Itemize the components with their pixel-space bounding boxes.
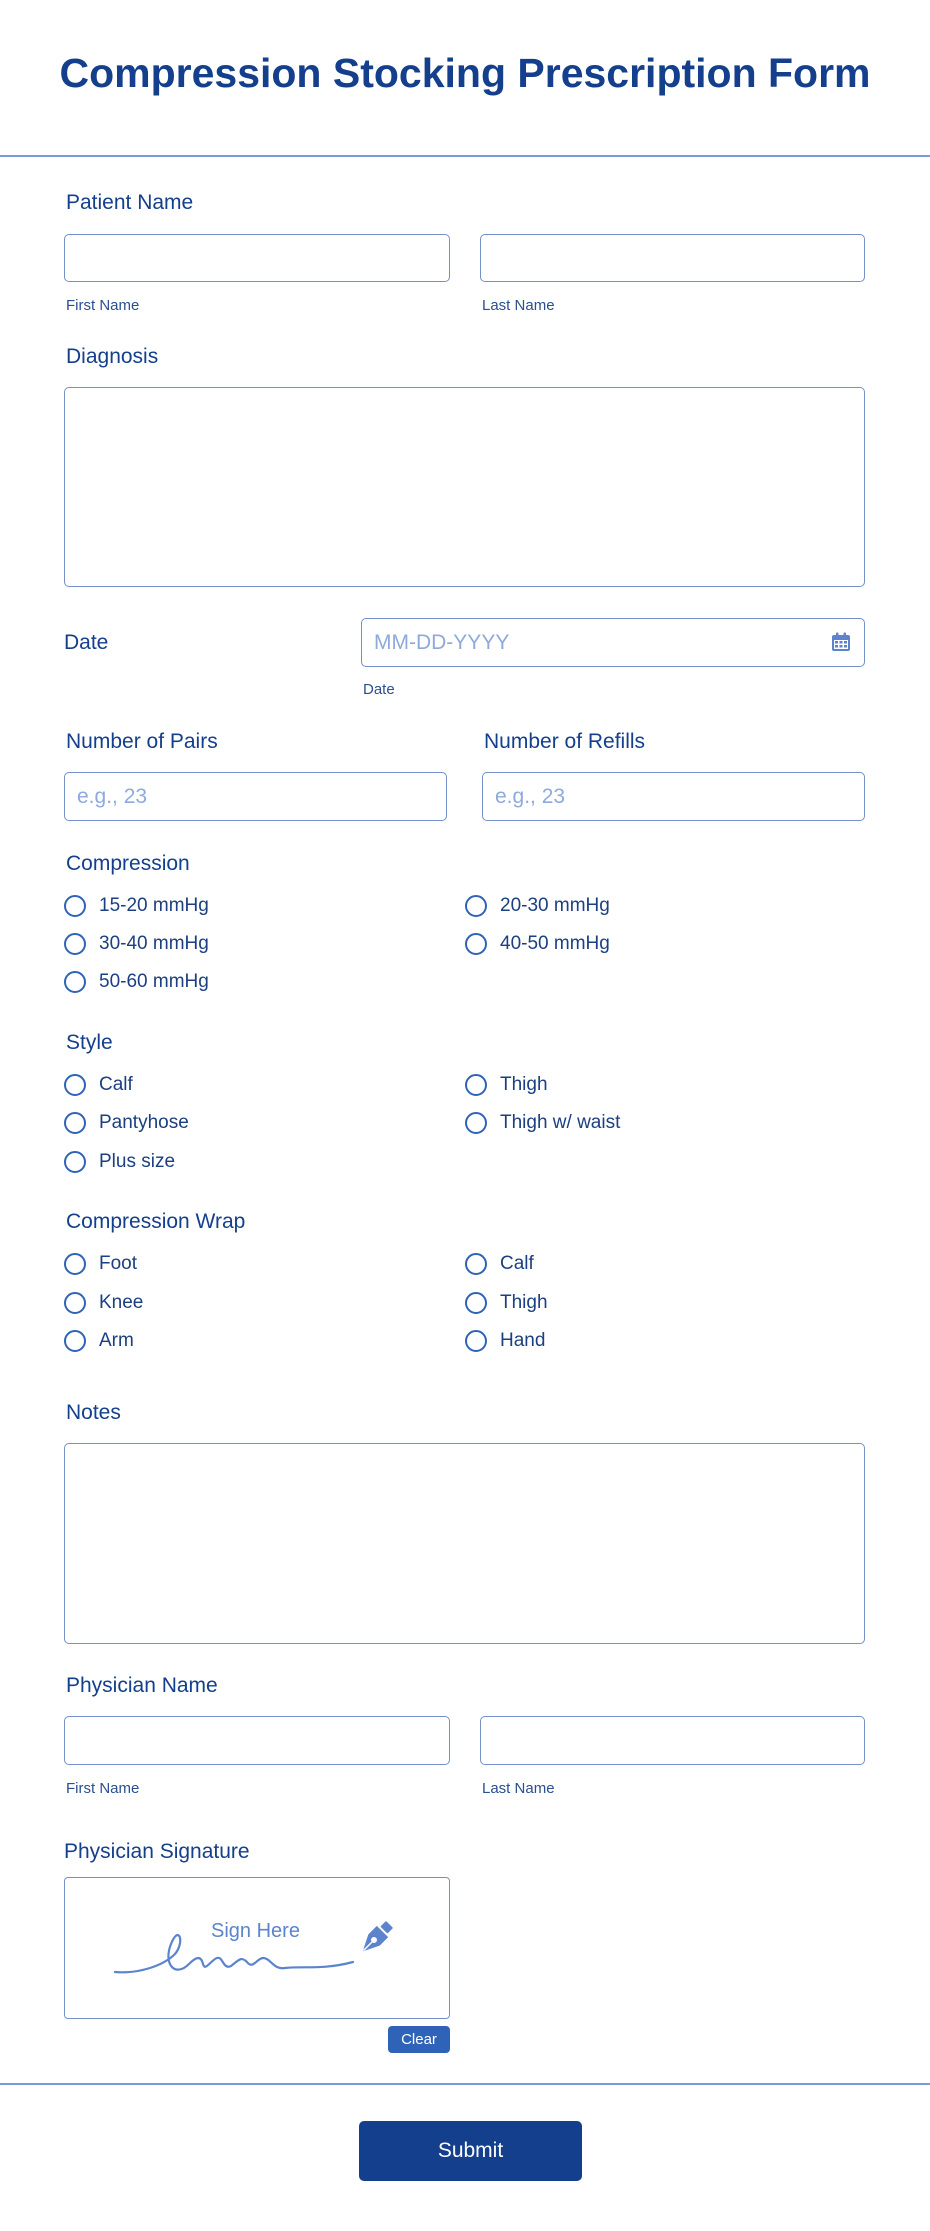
patient-name-label: Patient Name: [66, 191, 194, 214]
radio-circle[interactable]: [64, 1292, 86, 1314]
signature-pad[interactable]: [64, 1877, 450, 2019]
radio-circle[interactable]: [64, 971, 86, 993]
wrap-option-arm[interactable]: Arm: [64, 1330, 134, 1352]
diagnosis-textarea[interactable]: [64, 387, 865, 587]
compression-option-15-20[interactable]: 15-20 mmHg: [64, 895, 209, 917]
patient-last-name-input[interactable]: [480, 234, 865, 282]
pen-nib-icon: [351, 1918, 397, 1962]
radio-circle[interactable]: [465, 1074, 487, 1096]
submit-button[interactable]: Submit: [359, 2121, 582, 2181]
physician-last-name-sublabel: Last Name: [482, 1780, 555, 1797]
physician-last-name-input[interactable]: [480, 1716, 865, 1765]
wrap-option-calf[interactable]: Calf: [465, 1253, 534, 1275]
wrap-option-hand[interactable]: Hand: [465, 1330, 545, 1352]
date-input[interactable]: [361, 618, 865, 667]
radio-circle[interactable]: [465, 1292, 487, 1314]
style-option-plus-size[interactable]: Plus size: [64, 1151, 175, 1173]
radio-circle[interactable]: [465, 933, 487, 955]
number-of-refills-label: Number of Refills: [484, 730, 646, 753]
patient-first-name-sublabel: First Name: [66, 297, 140, 314]
physician-first-name-input[interactable]: [64, 1716, 450, 1765]
number-of-refills-input[interactable]: [482, 772, 865, 821]
radio-circle[interactable]: [465, 1253, 487, 1275]
radio-circle[interactable]: [64, 1330, 86, 1352]
date-label: Date: [64, 631, 109, 654]
style-option-thigh-waist[interactable]: Thigh w/ waist: [465, 1112, 620, 1134]
notes-textarea[interactable]: [64, 1443, 865, 1644]
radio-circle[interactable]: [465, 1330, 487, 1352]
physician-first-name-sublabel: First Name: [66, 1780, 140, 1797]
sign-here-text: Sign Here: [211, 1920, 300, 1942]
physician-name-label: Physician Name: [66, 1674, 218, 1697]
diagnosis-label: Diagnosis: [66, 345, 159, 368]
radio-circle[interactable]: [64, 1151, 86, 1173]
compression-option-30-40[interactable]: 30-40 mmHg: [64, 933, 209, 955]
number-of-pairs-input[interactable]: [64, 772, 447, 821]
notes-label: Notes: [66, 1401, 121, 1424]
style-label: Style: [66, 1031, 113, 1054]
patient-first-name-input[interactable]: [64, 234, 450, 282]
radio-circle[interactable]: [64, 1074, 86, 1096]
radio-circle[interactable]: [465, 1112, 487, 1134]
compression-wrap-label: Compression Wrap: [66, 1210, 246, 1233]
clear-signature-button[interactable]: Clear: [388, 2026, 450, 2053]
patient-last-name-sublabel: Last Name: [482, 297, 555, 314]
radio-circle[interactable]: [465, 895, 487, 917]
wrap-option-thigh[interactable]: Thigh: [465, 1292, 548, 1314]
compression-option-50-60[interactable]: 50-60 mmHg: [64, 971, 209, 993]
style-option-calf[interactable]: Calf: [64, 1074, 133, 1096]
wrap-option-foot[interactable]: Foot: [64, 1253, 137, 1275]
date-sublabel: Date: [363, 681, 395, 698]
wrap-option-knee[interactable]: Knee: [64, 1292, 143, 1314]
physician-signature-label: Physician Signature: [64, 1840, 250, 1863]
form-title: Compression Stocking Prescription Form: [59, 50, 871, 96]
style-option-thigh[interactable]: Thigh: [465, 1074, 548, 1096]
radio-circle[interactable]: [64, 895, 86, 917]
compression-label: Compression: [66, 852, 190, 875]
number-of-pairs-label: Number of Pairs: [66, 730, 218, 753]
compression-option-40-50[interactable]: 40-50 mmHg: [465, 933, 610, 955]
radio-circle[interactable]: [64, 933, 86, 955]
radio-circle[interactable]: [64, 1253, 86, 1275]
radio-circle[interactable]: [64, 1112, 86, 1134]
style-option-pantyhose[interactable]: Pantyhose: [64, 1112, 189, 1134]
calendar-icon[interactable]: [831, 632, 851, 652]
footer-divider: [0, 2083, 930, 2085]
compression-option-20-30[interactable]: 20-30 mmHg: [465, 895, 610, 917]
form-header: [0, 0, 930, 157]
